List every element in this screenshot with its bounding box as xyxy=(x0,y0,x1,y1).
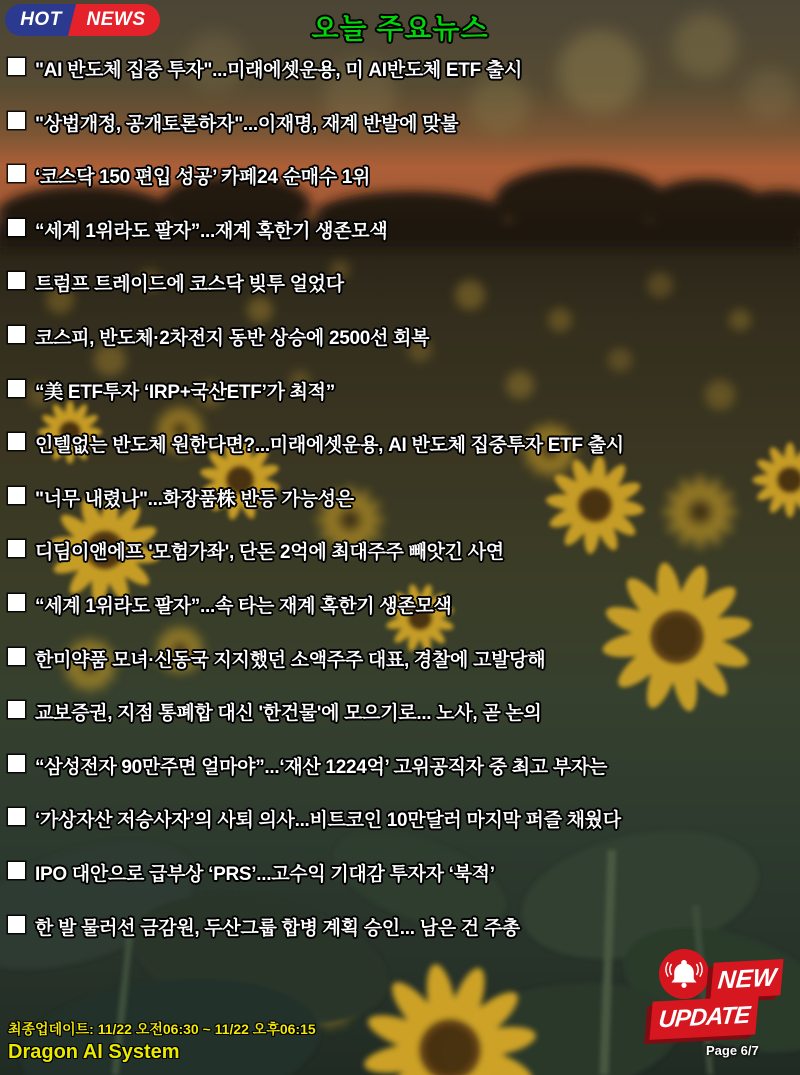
headline-list xyxy=(8,46,800,957)
headline-text: 한 발 물러선 금감원, 두산그룹 합병 계획 승인... 남은 건 주총 xyxy=(35,917,520,939)
headline-text: 코스피, 반도체·2차전지 동반 상승에 2500선 회복 xyxy=(35,327,430,349)
headline-text: ‘가상자산 저승사자’의 사퇴 의사...비트코인 10만달러 마지막 퍼즐 채웠다 xyxy=(35,810,621,832)
headline-row xyxy=(8,100,800,154)
headline-row xyxy=(8,314,800,368)
headline-text: 인텔없는 반도체 원한다면?...미래에셋운용, AI 반도체 집중투자 ETF 출시 xyxy=(35,435,624,457)
headline-row xyxy=(8,689,800,743)
page-number: Page 6/7 xyxy=(706,1043,759,1058)
update-label: UPDATE xyxy=(657,1001,751,1034)
headline-row xyxy=(8,475,800,529)
bullet-square-icon xyxy=(8,808,25,825)
news-label: NEWS xyxy=(86,9,146,30)
headline-text: "AI 반도체 집중 투자"...미래에셋운용, 미 AI반도체 ETF 출시 xyxy=(35,60,522,81)
bullet-square-icon xyxy=(8,326,25,343)
headline-text: 한미약품 모녀·신동국 지지했던 소액주주 대표, 경찰에 고발당해 xyxy=(35,649,546,671)
hot-news-badge xyxy=(5,4,160,36)
bell-icon xyxy=(659,949,709,999)
bullet-square-icon xyxy=(8,755,25,772)
headline-row xyxy=(8,153,800,207)
last-update-text: 최종업데이트: 11/22 오전06:30 ~ 11/22 오후06:15 xyxy=(8,1021,316,1037)
bullet-square-icon xyxy=(8,594,25,611)
bullet-square-icon xyxy=(8,165,25,182)
headline-row xyxy=(8,636,800,690)
page-title: 오늘 주요뉴스 xyxy=(311,13,489,44)
bullet-square-icon xyxy=(8,58,25,75)
bullet-square-icon xyxy=(8,487,25,504)
system-name: Dragon AI System xyxy=(8,1041,180,1063)
headline-text: “美 ETF투자 ‘IRP+국산ETF’가 최적” xyxy=(35,381,335,403)
bullet-square-icon xyxy=(8,380,25,397)
headline-row xyxy=(8,207,800,261)
bullet-square-icon xyxy=(8,540,25,557)
headline-row xyxy=(8,582,800,636)
headline-text: “세계 1위라도 팔자”...재계 혹한기 생존모색 xyxy=(35,220,388,242)
headline-row xyxy=(8,421,800,475)
headline-text: 트럼프 트레이드에 코스닥 빚투 얼었다 xyxy=(35,274,344,296)
bullet-square-icon xyxy=(8,112,25,129)
headline-text: "상법개정, 공개토론하자"...이재명, 재계 반발에 맞불 xyxy=(35,113,459,135)
new-badge xyxy=(710,959,783,999)
bullet-square-icon xyxy=(8,648,25,665)
bullet-square-icon xyxy=(8,433,25,450)
headline-text: "너무 내렸나"...화장품株 반등 가능성은 xyxy=(35,488,354,510)
headline-row xyxy=(8,260,800,314)
headline-row xyxy=(8,850,800,904)
bullet-square-icon xyxy=(8,219,25,236)
update-badge xyxy=(649,996,758,1040)
bullet-square-icon xyxy=(8,916,25,933)
headline-text: 디딤이앤에프 '모험가좌', 단돈 2억에 최대주주 빼앗긴 사연 xyxy=(35,542,504,564)
headline-text: IPO 대안으로 급부상 ‘PRS’...고수익 기대감 투자자 ‘북적’ xyxy=(35,863,495,885)
headline-row xyxy=(8,796,800,850)
headline-text: ‘코스닥 150 편입 성공’ 카페24 순매수 1위 xyxy=(35,167,371,189)
new-label: NEW xyxy=(716,962,778,995)
bullet-square-icon xyxy=(8,701,25,718)
headline-row xyxy=(8,528,800,582)
hot-label: HOT xyxy=(20,9,62,30)
headline-row xyxy=(8,368,800,422)
headline-row xyxy=(8,743,800,797)
bullet-square-icon xyxy=(8,272,25,289)
headline-text: “세계 1위라도 팔자”...속 타는 재계 혹한기 생존모색 xyxy=(35,595,452,617)
headline-row xyxy=(8,46,800,100)
headline-text: “삼성전자 90만주면 얼마야”...‘재산 1224억’ 고위공직자 중 최고 부자는 xyxy=(35,756,607,778)
headline-text: 교보증권, 지점 통폐합 대신 '한건물'에 모으기로... 노사, 곧 논의 xyxy=(35,703,542,725)
bullet-square-icon xyxy=(8,862,25,879)
